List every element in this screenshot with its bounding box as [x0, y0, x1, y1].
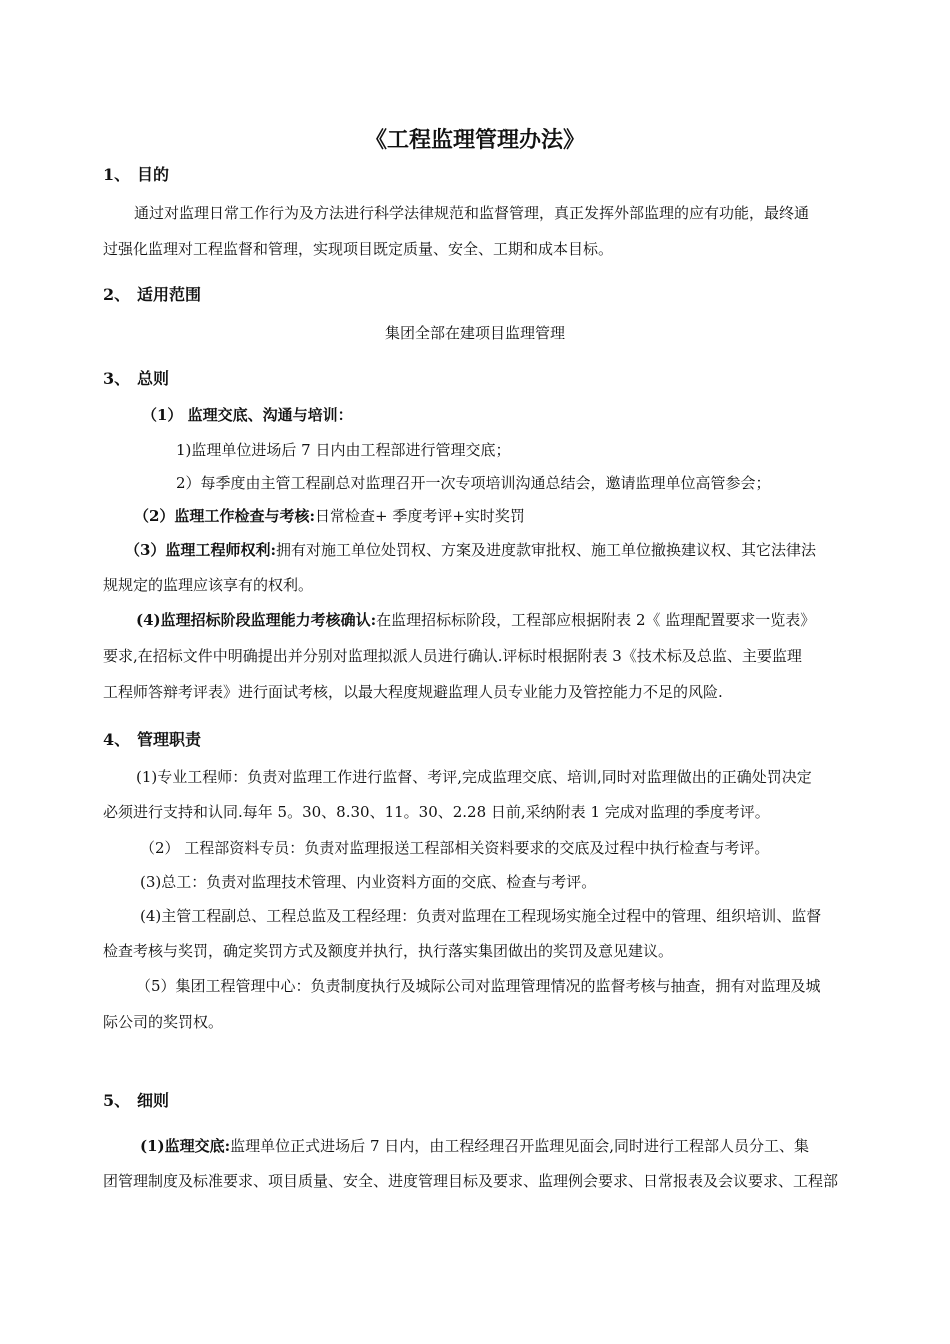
- section-4-item-2: （2） 工程部资料专员：负责对监理报送工程部相关资料要求的交底及过程中执行检查与考评。: [140, 839, 770, 857]
- section-3-item-3-label: （3）监理工程师权利:: [125, 541, 276, 559]
- section-3-item-4-text-2: 要求,在招标文件中明确提出并分别对监理拟派人员进行确认.评标时根据附表 3《技术标及总监、主要监理: [103, 647, 802, 665]
- section-3-item-1-b: 2）每季度由主管工程副总对监理召开一次专项培训沟通总结会，邀请监理单位高管参会；: [176, 474, 771, 492]
- section-3-item-1-a: 1)监理单位进场后 7 日内由工程部进行管理交底；: [176, 441, 511, 459]
- section-3-item-4-label: (4)监理招标阶段监理能力考核确认:: [136, 611, 377, 629]
- section-3-item-4: [136, 610, 815, 630]
- section-3-title: 总则: [137, 369, 170, 388]
- section-4-item-1-line-2: 必须进行支持和认同.每年 5。30、8.30、11。30、2.28 日前,采纳附表 1 完成对监理的季度考评。: [103, 803, 770, 821]
- section-4-item-4-line-1: (4)主管工程副总、工程总监及工程经理：负责对监理在工程现场实施全过程中的管理、组织培训、监督: [140, 907, 822, 925]
- section-1-number: 1、: [103, 165, 131, 184]
- section-4-item-4-line-2: 检查考核与奖罚，确定奖罚方式及额度并执行，执行落实集团做出的奖罚及意见建议。: [103, 942, 674, 960]
- section-3-item-3-text-1: 拥有对施工单位处罚权、方案及进度款审批权、施工单位撤换建议权、其它法律法: [275, 541, 816, 559]
- section-3-item-4-text-3: 工程师答辩考评表》进行面试考核，以最大程度规避监理人员专业能力及管控能力不足的风险.: [103, 683, 723, 701]
- section-3-item-3-text-2: 规规定的监理应该享有的权利。: [103, 576, 314, 594]
- section-3-item-1-label: （1） 监理交底、沟通与培训：: [142, 406, 353, 424]
- section-5-item-1-text-1: 监理单位正式进场后 7 日内，由工程经理召开监理见面会,同时进行工程部人员分工、集: [230, 1137, 810, 1155]
- section-4-number: 4、: [103, 730, 131, 749]
- section-5-number: 5、: [103, 1091, 131, 1110]
- section-5-item-1-text-2: 团管理制度及标准要求、项目质量、安全、进度管理目标及要求、监理例会要求、日常报表及会议要求、工程部: [103, 1172, 839, 1190]
- section-3-item-2-text: 日常检查+ 季度考评+实时奖罚: [314, 507, 525, 525]
- page-title: 《工程监理管理办法》: [364, 127, 585, 153]
- section-5-item-1-label: (1)监理交底:: [140, 1137, 231, 1155]
- section-4-item-5-line-1: （5）集团工程管理中心：负责制度执行及城际公司对监理管理情况的监督考核与抽查，拥有对监理及城: [136, 977, 821, 995]
- section-4-item-3: (3)总工：负责对监理技术管理、内业资料方面的交底、检查与考评。: [140, 873, 597, 891]
- section-4-item-1-line-1: (1)专业工程师：负责对监理工作进行监督、考评,完成监理交底、培训,同时对监理做出的正确处罚决定: [136, 768, 812, 786]
- section-5-title: 细则: [137, 1091, 170, 1110]
- section-4-item-5-line-2: 际公司的奖罚权。: [103, 1013, 224, 1031]
- section-2-body: 集团全部在建项目监理管理: [384, 324, 565, 342]
- section-5-heading: [103, 1091, 169, 1111]
- section-2-number: 2、: [103, 285, 131, 304]
- section-3-number: 3、: [103, 369, 131, 388]
- section-3-item-3: [125, 540, 816, 560]
- section-2-heading: [103, 285, 201, 305]
- section-1-title: 目的: [137, 165, 170, 184]
- section-3-heading: [103, 369, 169, 389]
- section-4-heading: [103, 730, 201, 750]
- section-3-item-2: [134, 506, 525, 526]
- section-1-line-1: 通过对监理日常工作行为及方法进行科学法律规范和监督管理，真正发挥外部监理的应有功能，最终通: [134, 204, 810, 222]
- section-4-title: 管理职责: [137, 730, 202, 749]
- section-5-item-1: [140, 1136, 809, 1156]
- section-3-item-4-text-1: 在监理招标标阶段，工程部应根据附表 2《 监理配置要求一览表》: [376, 611, 816, 629]
- section-1-heading: [103, 165, 169, 185]
- section-1-line-2: 过强化监理对工程监督和管理，实现项目既定质量、安全、工期和成本目标。: [103, 240, 614, 258]
- section-3-item-2-label: （2）监理工作检查与考核:: [134, 507, 315, 525]
- section-2-title: 适用范围: [137, 285, 202, 304]
